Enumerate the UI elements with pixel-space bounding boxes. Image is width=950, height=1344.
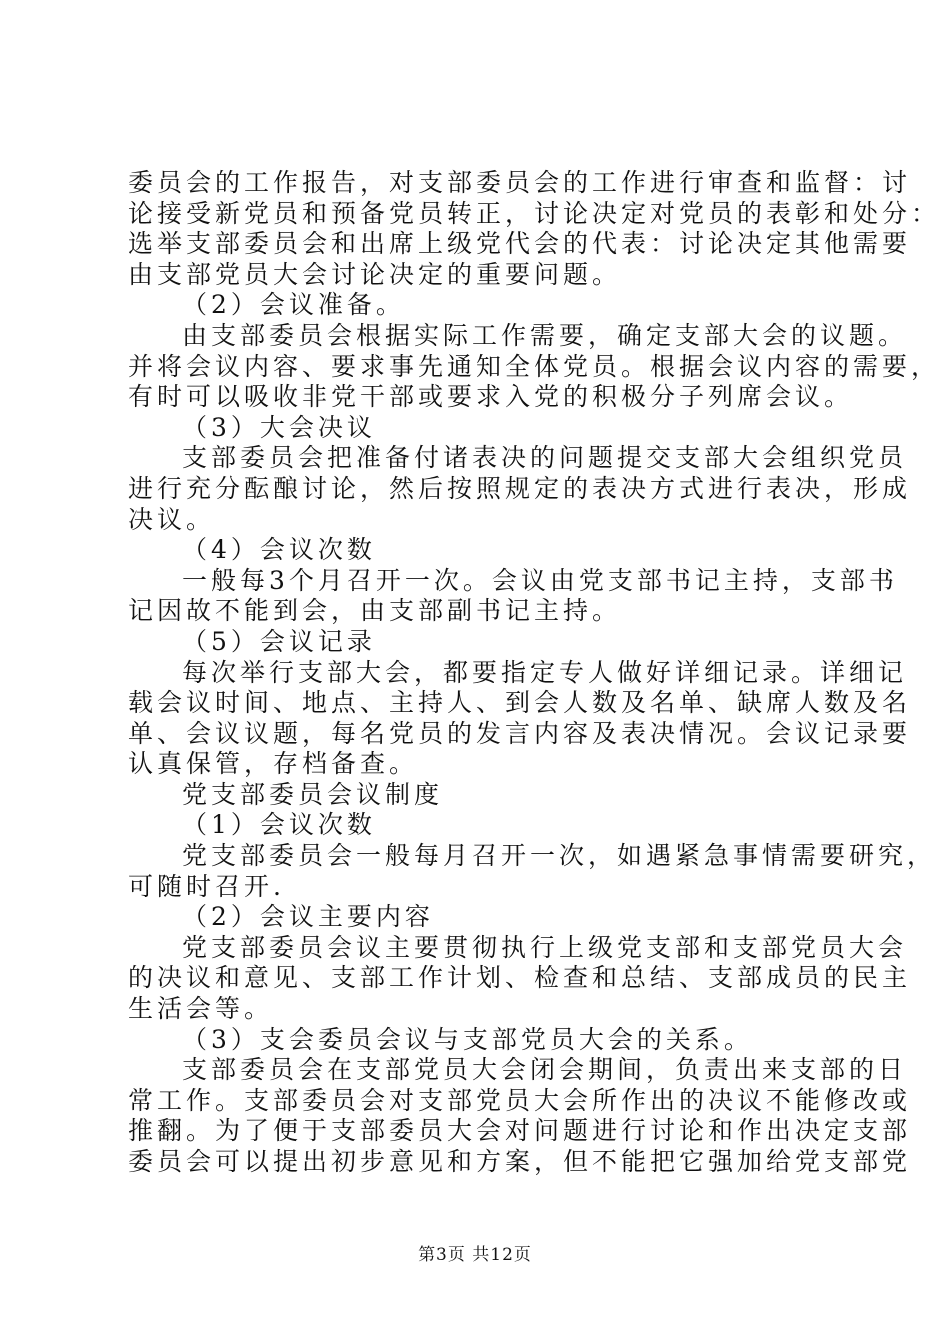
- section-heading: （4）会议次数: [182, 535, 376, 565]
- text-line: 决议。: [128, 504, 216, 534]
- section-heading: （1）会议次数: [182, 810, 376, 840]
- text-line: 常工作。支部委员会对支部党员大会所作出的决议不能修改或: [128, 1085, 912, 1115]
- text-line: 支部委员会在支部党员大会闭会期间，负责出来支部的日: [182, 1055, 908, 1085]
- text-line: 的决议和意见、支部工作计划、检查和总结、支部成员的民主: [128, 963, 912, 993]
- text-line: 推翻。为了便于支部委员大会对问题进行讨论和作出决定支部: [128, 1116, 912, 1146]
- text-line: 一般每3个月召开一次。会议由党支部书记主持，支部书: [182, 565, 898, 595]
- section-title: 党支部委员会议制度: [182, 779, 444, 809]
- text-line: 选举支部委员会和出席上级党代会的代表：讨论决定其他需要: [128, 229, 912, 259]
- document-body: [128, 168, 941, 1178]
- text-line: 载会议时间、地点、主持人、到会人数及名单、缺席人数及名: [128, 688, 912, 718]
- text-line: 由支部委员会根据实际工作需要，确定支部大会的议题。: [182, 320, 908, 350]
- text-line: 支部委员会把准备付诸表决的问题提交支部大会组织党员: [182, 443, 908, 473]
- text-line: 委员会的工作报告，对支部委员会的工作进行审查和监督：讨: [128, 168, 912, 197]
- section-heading: （2）会议主要内容: [182, 902, 434, 932]
- text-line: 每次举行支部大会，都要指定专人做好详细记录。详细记: [182, 657, 908, 687]
- text-line: 并将会议内容、要求事先通知全体党员。根据会议内容的需要，: [128, 351, 941, 381]
- text-line: 生活会等。: [128, 994, 274, 1024]
- page-number-footer: 第3页 共12页: [418, 1245, 532, 1265]
- text-line: 有时可以吸收非党干部或要求入党的积极分子列席会议。: [128, 382, 854, 412]
- section-heading: （3）支会委员会议与支部党员大会的关系。: [182, 1024, 753, 1054]
- section-heading: （5）会议记录: [182, 626, 376, 656]
- text-line: 进行充分酝酿讨论，然后按照规定的表决方式进行表决，形成: [128, 473, 912, 503]
- text-line: 委员会可以提出初步意见和方案，但不能把它强加给党支部党: [128, 1147, 912, 1176]
- section-heading: （3）大会决议: [182, 412, 376, 442]
- text-line: 记因故不能到会，由支部副书记主持。: [128, 596, 622, 626]
- text-line: 可随时召开.: [128, 871, 285, 901]
- text-line: 由支部党员大会讨论决定的重要问题。: [128, 259, 622, 289]
- text-line: 单、会议议题，每名党员的发言内容及表决情况。会议记录要: [128, 718, 912, 748]
- section-heading: （2）会议准备。: [182, 290, 405, 320]
- text-line: 党支部委员会议主要贯彻执行上级党支部和支部党员大会: [182, 932, 908, 962]
- text-line: 论接受新党员和预备党员转正，讨论决定对党员的表彰和处分：: [128, 198, 941, 228]
- text-line: 认真保管，存档备查。: [128, 749, 419, 779]
- text-line: 党支部委员会一般每月召开一次，如遇紧急事情需要研究，: [182, 841, 937, 871]
